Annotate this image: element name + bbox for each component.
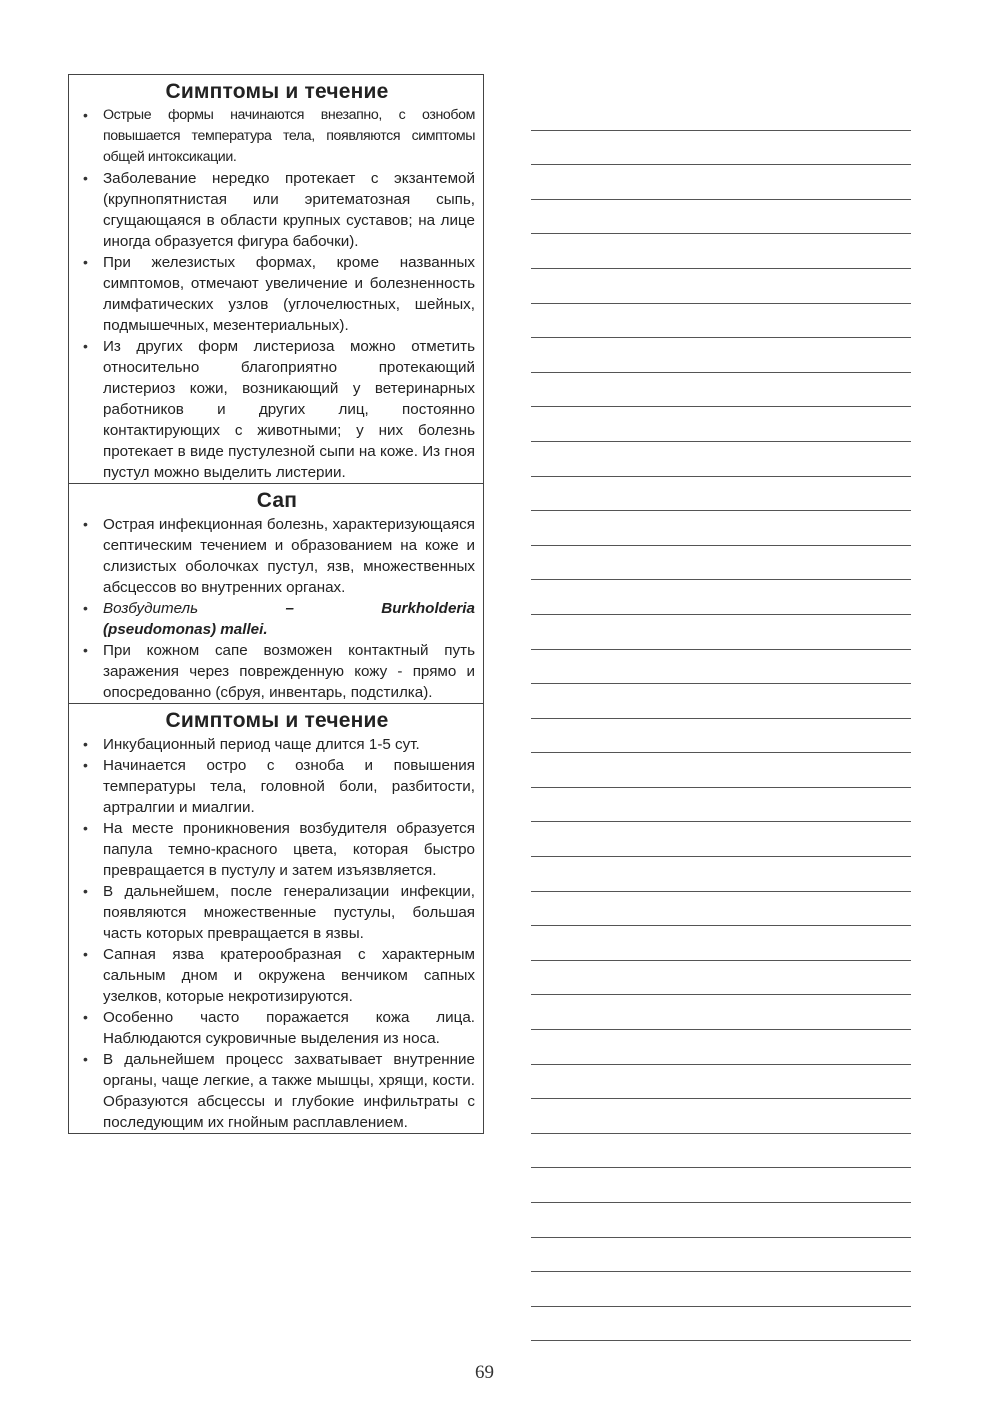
- note-line: [531, 131, 911, 166]
- notes-table: [68, 74, 484, 1134]
- page-number: 69: [475, 1362, 494, 1383]
- note-line: [531, 338, 911, 373]
- note-line: [531, 200, 911, 235]
- section-title: Симптомы и течение: [165, 709, 389, 732]
- section-title: Симптомы и течение: [165, 80, 389, 103]
- note-line: [531, 926, 911, 961]
- bullet-list: [79, 734, 475, 1133]
- pathogen-name-part1: Burkholderia: [381, 600, 475, 617]
- note-line: [531, 753, 911, 788]
- list-item: • При кожном сапе возможен контактный путь заражения через поврежденную кожу - прямо и опосредованно (сбруя, инвентарь, подстилка).: [79, 640, 475, 703]
- note-line: [531, 580, 911, 615]
- pathogen-label: • Возбудитель: [103, 600, 199, 617]
- note-line: [531, 407, 911, 442]
- section-symptoms-glanders: [69, 704, 483, 1133]
- note-line: [531, 304, 911, 339]
- note-line: [531, 1134, 911, 1169]
- note-line: [531, 857, 911, 892]
- note-line: [531, 719, 911, 754]
- pathogen-item: [79, 598, 475, 640]
- note-line: [531, 165, 911, 200]
- note-line: [531, 234, 911, 269]
- pathogen-dash: –: [285, 600, 294, 617]
- note-line: [531, 650, 911, 685]
- section-symptoms-listeriosis: [69, 75, 483, 484]
- list-item: • В дальнейшем процесс захватывает внутренние органы, чаще легкие, а также мышцы, хрящи, кости. Образуются абсцессы и глубокие инфильтраты с последующим их гнойным расплавлением.: [79, 1049, 475, 1133]
- note-line: [531, 1238, 911, 1273]
- note-line: [531, 373, 911, 408]
- note-line: [531, 1272, 911, 1307]
- note-line: [531, 511, 911, 546]
- bullet-list: [79, 514, 475, 703]
- note-line: [531, 1203, 911, 1238]
- list-item: • Острая инфекционная болезнь, характеризующаяся септическим течением и образованием на коже и слизистых оболочках пустул, язв, множественных абсцессов во внутренних органах.: [79, 514, 475, 598]
- note-line: [531, 442, 911, 477]
- section-glanders: [69, 484, 483, 704]
- list-item: • Сапная язва кратерообразная с характерным сальным дном и окружена венчиком сапных узелков, которые некротизируются.: [79, 944, 475, 1007]
- note-line: [531, 269, 911, 304]
- note-line: [531, 1307, 911, 1342]
- list-item: • Заболевание нередко протекает с экзантемой (крупнопятнистая или эритематозная сыпь, сгущающаяся в области крупных суставов; на лице иногда образуется фигура бабочки).: [79, 168, 475, 252]
- list-item: • В дальнейшем, после генерализации инфекции, появляются множественные пустулы, большая часть которых превращается в язвы.: [79, 881, 475, 944]
- note-line: [531, 961, 911, 996]
- note-line: [531, 684, 911, 719]
- note-line: [531, 1065, 911, 1100]
- note-line: [531, 1099, 911, 1134]
- note-line: [531, 477, 911, 512]
- list-item: • Острые формы начинаются внезапно, с ознобом повышается температура тела, появляются симптомы общей интоксикации.: [79, 105, 475, 168]
- note-line: [531, 96, 911, 131]
- note-line: [531, 892, 911, 927]
- list-item: • Начинается остро с озноба и повышения температуры тела, головной боли, разбитости, артралгии и миалгии.: [79, 755, 475, 818]
- pathogen-text: [103, 598, 475, 640]
- note-line: [531, 615, 911, 650]
- list-item: • На месте проникновения возбудителя образуется папула темно-красного цвета, которая быстро превращается в пустулу и затем изъязвляется.: [79, 818, 475, 881]
- section-title: Сап: [256, 489, 298, 512]
- note-line: [531, 822, 911, 857]
- list-item: • При железистых формах, кроме названных симптомов, отмечают увеличение и болезненность лимфатических узлов (углочелюстных, шейных, подмышечных, мезентериальных).: [79, 252, 475, 336]
- list-item: • Инкубационный период чаще длится 1-5 сут.: [79, 734, 475, 755]
- note-line: [531, 546, 911, 581]
- pathogen-name-part2: (pseudomonas) mallei.: [103, 621, 268, 638]
- note-line: [531, 995, 911, 1030]
- list-item: • Из других форм листериоза можно отметить относительно благоприятно протекающий листериоз кожи, возникающий у ветеринарных работников и других лиц, постоянно контактирующих с животными; у них болезнь протекает в виде пустулезной сыпи на коже. Из гноя пустул можно выделить листерии.: [79, 336, 475, 483]
- notes-lines: [531, 96, 911, 1341]
- bullet-list: [79, 105, 475, 483]
- note-line: [531, 1030, 911, 1065]
- list-item: • Особенно часто поражается кожа лица. Наблюдаются сукровичные выделения из носа.: [79, 1007, 475, 1049]
- note-line: [531, 1168, 911, 1203]
- note-line: [531, 788, 911, 823]
